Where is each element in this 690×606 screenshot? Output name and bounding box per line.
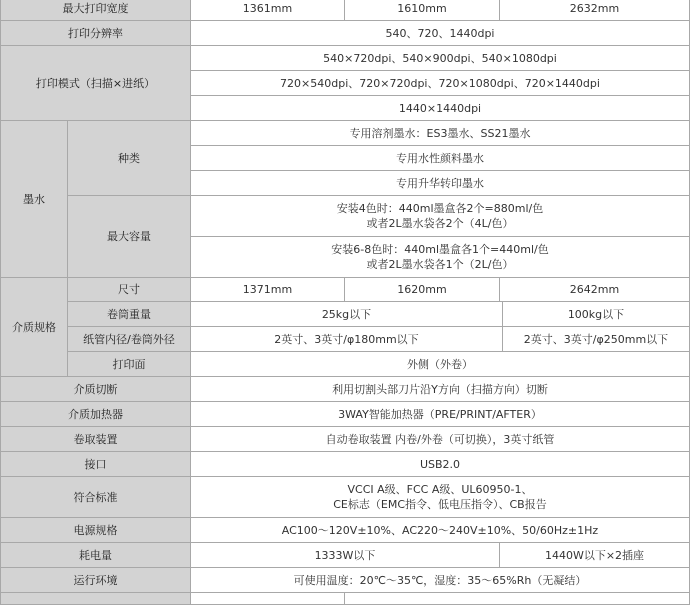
row-take-up xyxy=(1,427,690,452)
ink-capacity-line: 或者2L墨水袋各2个（4L/色） xyxy=(366,217,514,230)
standards-label: 符合标准 xyxy=(1,477,191,518)
row-print-side xyxy=(1,352,690,377)
roll-weight-value: 100kg以下 xyxy=(503,302,690,327)
row-roll-weight xyxy=(1,302,690,327)
max-print-width-value: 1361mm xyxy=(191,0,345,21)
media-label: 介质规格 xyxy=(1,278,68,377)
row-media-size xyxy=(1,278,690,302)
row-ink-type xyxy=(1,121,690,146)
standards-value xyxy=(191,477,690,518)
print-mode-label: 打印模式（扫描×进纸） xyxy=(1,46,191,121)
power-consumption-value: 1333W以下 xyxy=(191,543,500,568)
environment-value: 可使用温度：20℃～35℃，湿度：35～65%Rh（无凝结） xyxy=(191,568,690,593)
row-interface xyxy=(1,452,690,477)
interface-label: 接口 xyxy=(1,452,191,477)
environment-label: 运行环境 xyxy=(1,568,191,593)
row-print-mode xyxy=(1,46,690,71)
roll-weight-value: 25kg以下 xyxy=(191,302,503,327)
print-side-label: 打印面 xyxy=(68,352,191,377)
power-consumption-label: 耗电量 xyxy=(1,543,191,568)
max-print-width-value: 2632mm xyxy=(500,0,690,21)
media-size-label: 尺寸 xyxy=(68,278,191,302)
media-cutting-value: 利用切割头部刀片沿Y方向（扫描方向）切断 xyxy=(191,377,690,402)
row-power-spec xyxy=(1,518,690,543)
core-diameter-value: 2英寸、3英寸/φ250mm以下 xyxy=(503,327,690,352)
ink-capacity-label: 最大容量 xyxy=(68,196,191,278)
media-heater-label: 介质加热器 xyxy=(1,402,191,427)
power-consumption-value: 1440W以下×2插座 xyxy=(500,543,690,568)
print-resolution-label: 打印分辨率 xyxy=(1,21,191,46)
cut-off-label-cell xyxy=(1,593,191,605)
ink-capacity-value xyxy=(191,237,690,278)
power-spec-label: 电源规格 xyxy=(1,518,191,543)
print-mode-value: 720×540dpi、720×720dpi、720×1080dpi、720×1440dpi xyxy=(191,71,690,96)
print-mode-value: 540×720dpi、540×900dpi、540×1080dpi xyxy=(191,46,690,71)
take-up-value: 自动卷取装置 内卷/外卷（可切换），3英寸纸管 xyxy=(191,427,690,452)
roll-weight-label: 卷筒重量 xyxy=(68,302,191,327)
ink-type-label: 种类 xyxy=(68,121,191,196)
row-cut-off xyxy=(1,593,690,605)
ink-type-value: 专用升华转印墨水 xyxy=(191,171,690,196)
ink-type-value: 专用溶剂墨水：ES3墨水、SS21墨水 xyxy=(191,121,690,146)
media-size-value: 2642mm xyxy=(500,278,690,302)
print-side-value: 外侧（外卷） xyxy=(191,352,690,377)
standards-line: VCCI A级、FCC A级、UL60950-1、 xyxy=(347,483,533,496)
print-resolution-value: 540、720、1440dpi xyxy=(191,21,690,46)
ink-type-value: 专用水性颜料墨水 xyxy=(191,146,690,171)
ink-capacity-line: 安装6-8色时：440ml墨盒各1个=440ml/色 xyxy=(331,243,549,256)
ink-capacity-value xyxy=(191,196,690,237)
interface-value: USB2.0 xyxy=(191,452,690,477)
ink-label: 墨水 xyxy=(1,121,68,278)
row-core-diameter xyxy=(1,327,690,352)
media-size-value: 1371mm xyxy=(191,278,345,302)
row-media-cutting xyxy=(1,377,690,402)
row-standards xyxy=(1,477,690,518)
row-max-print-width xyxy=(1,0,690,21)
cut-off-cell xyxy=(191,593,345,605)
media-heater-value: 3WAY智能加热器（PRE/PRINT/AFTER） xyxy=(191,402,690,427)
max-print-width-value: 1610mm xyxy=(345,0,500,21)
ink-capacity-line: 安装4色时：440ml墨盒各2个=880ml/色 xyxy=(336,202,544,215)
core-diameter-label: 纸管内径/卷筒外径 xyxy=(68,327,191,352)
print-mode-value: 1440×1440dpi xyxy=(191,96,690,121)
row-ink-capacity xyxy=(1,196,690,237)
row-print-resolution xyxy=(1,21,690,46)
media-size-value: 1620mm xyxy=(345,278,500,302)
cut-off-cell xyxy=(345,593,690,605)
row-media-heater xyxy=(1,402,690,427)
ink-capacity-line: 或者2L墨水袋各1个（2L/色） xyxy=(366,258,514,271)
media-cutting-label: 介质切断 xyxy=(1,377,191,402)
core-diameter-value: 2英寸、3英寸/φ180mm以下 xyxy=(191,327,503,352)
max-print-width-label: 最大打印宽度 xyxy=(1,0,191,21)
row-environment xyxy=(1,568,690,593)
standards-line: CE标志（EMC指令、低电压指令）、CB报告 xyxy=(333,498,547,511)
power-spec-value: AC100～120V±10%、AC220～240V±10%、50/60Hz±1Hz xyxy=(191,518,690,543)
take-up-label: 卷取装置 xyxy=(1,427,191,452)
row-power-consumption xyxy=(1,543,690,568)
